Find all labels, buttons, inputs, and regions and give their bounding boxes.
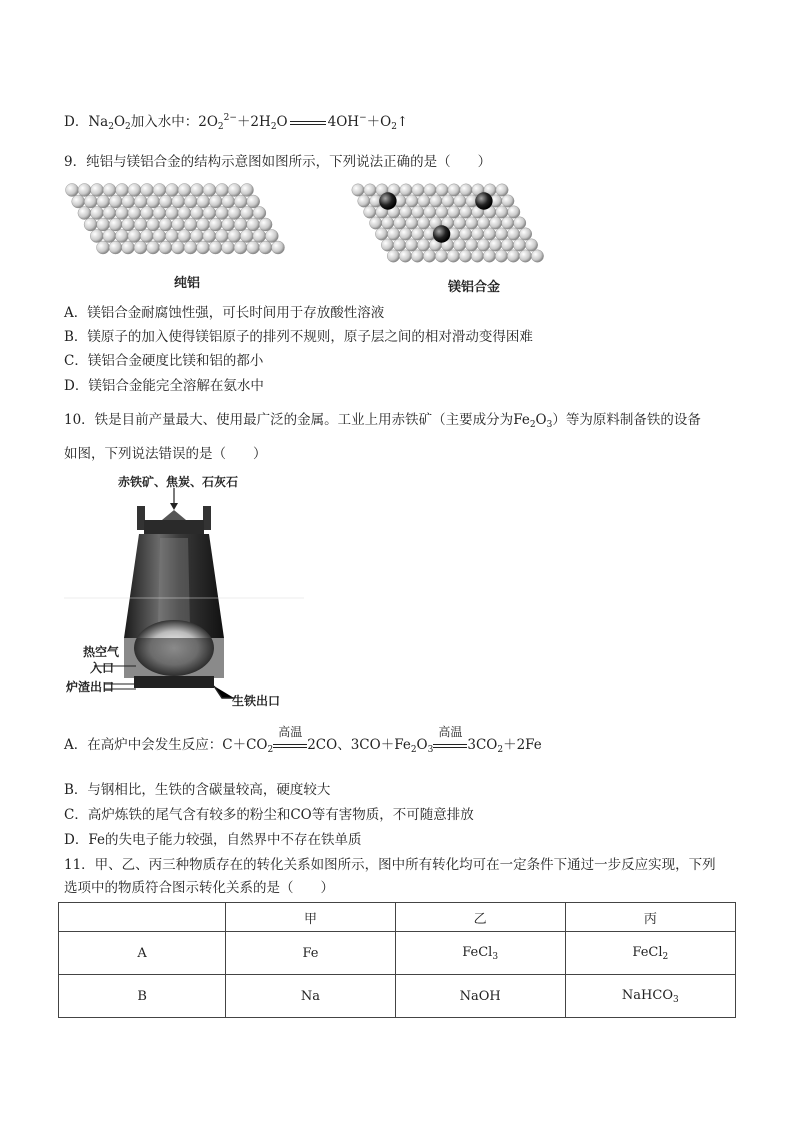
hot-air-label: 热空气 (83, 645, 120, 659)
aluminum-atom (400, 184, 412, 196)
aluminum-atom (525, 239, 537, 251)
aluminum-atom (190, 230, 203, 243)
aluminum-atom (240, 230, 253, 243)
aluminum-atom (381, 239, 393, 251)
aluminum-atom (411, 228, 423, 240)
row-label: B (59, 975, 226, 1018)
aluminum-atom (471, 250, 483, 262)
aluminum-atom (460, 184, 472, 196)
aluminum-atom (489, 239, 501, 251)
aluminum-atom (406, 217, 418, 229)
mg-al-alloy-caption: 镁铝合金 (448, 280, 501, 295)
aluminum-atom (191, 184, 204, 197)
aluminum-atom (197, 218, 210, 231)
aluminum-atom (222, 195, 235, 208)
aluminum-atom (103, 230, 116, 243)
aluminum-atom (411, 250, 423, 262)
aluminum-atom (134, 241, 147, 254)
aluminum-atom (115, 207, 128, 220)
aluminum-atom (247, 195, 260, 208)
aluminum-atom (153, 230, 166, 243)
magnesium-atom (475, 192, 492, 209)
aluminum-atom (90, 207, 103, 220)
aluminum-atom (501, 239, 513, 251)
aluminum-atom (424, 206, 436, 218)
aluminum-atom (122, 195, 135, 208)
table-row (59, 975, 736, 1018)
header-cell (59, 903, 226, 932)
aluminum-atom (165, 207, 178, 220)
q11-stem-line1: 11．甲、乙、丙三种物质存在的转化关系如图所示，图中所有转化均可在一定条件下通过一步反应实现，下列 (64, 857, 716, 873)
aluminum-atom (423, 250, 435, 262)
aluminum-atom (399, 250, 411, 262)
aluminum-atom (109, 218, 122, 231)
aluminum-atom (496, 184, 508, 196)
table-cell: NaHCO$_3$ (565, 975, 735, 1018)
aluminum-atom (97, 241, 110, 254)
table-cell: Na (226, 975, 395, 1018)
aluminum-atom (184, 241, 197, 254)
aluminum-atom (140, 230, 153, 243)
pure-aluminum-diagram (64, 182, 304, 264)
aluminum-atom (172, 195, 185, 208)
aluminum-atom (483, 250, 495, 262)
aluminum-atom (72, 195, 85, 208)
aluminum-atom (247, 218, 260, 231)
aluminum-atom (531, 250, 543, 262)
aluminum-atom (448, 184, 460, 196)
aluminum-atom (109, 195, 122, 208)
aluminum-atom (134, 195, 147, 208)
aluminum-atom (436, 184, 448, 196)
aluminum-atom (424, 184, 436, 196)
aluminum-atom (382, 217, 394, 229)
aluminum-atom (172, 241, 185, 254)
aluminum-atom (496, 206, 508, 218)
table-cell: FeCl$_3$ (395, 932, 565, 975)
aluminum-atom (513, 239, 525, 251)
aluminum-atom (190, 207, 203, 220)
aluminum-atom (478, 217, 490, 229)
aluminum-atom (78, 207, 91, 220)
aluminum-atom (228, 207, 241, 220)
header-cell: 丙 (565, 903, 735, 932)
aluminum-atom (215, 207, 228, 220)
aluminum-atom (394, 217, 406, 229)
aluminum-atom (234, 241, 247, 254)
aluminum-atom (153, 207, 166, 220)
aluminum-atom (128, 184, 141, 197)
aluminum-atom (412, 206, 424, 218)
aluminum-atom (209, 218, 222, 231)
aluminum-atom (147, 195, 160, 208)
q10-option-b: B．与钢相比，生铁的含碳量较高，硬度较大 (64, 782, 331, 798)
q9-stem: 9．纯铝与镁铝合金的结构示意图如图所示，下列说法正确的是（ ） (64, 154, 492, 170)
aluminum-atom (272, 241, 285, 254)
aluminum-atom (502, 217, 514, 229)
aluminum-atom (178, 230, 191, 243)
aluminum-atom (203, 184, 216, 197)
aluminum-atom (209, 195, 222, 208)
magnesium-atom (379, 192, 396, 209)
aluminum-atom (387, 250, 399, 262)
aluminum-atom (141, 184, 154, 197)
aluminum-atom (134, 218, 147, 231)
aluminum-atom (159, 218, 172, 231)
q10-option-c: C．高炉炼铁的尾气含有较多的粉尘和CO等有害物质，不可随意排放 (64, 807, 474, 823)
q10-option-a: A．在高炉中会发生反应：$C+CO_2$ 高温 2CO、$3CO+Fe_2O_3$ 高温 $3CO_2+2Fe$ (64, 725, 542, 755)
aluminum-atom (253, 207, 266, 220)
q9-option-d: D．镁铝合金能完全溶解在氨水中 (64, 378, 264, 394)
mg-al-alloy-diagram (350, 182, 565, 267)
aluminum-atom (90, 230, 103, 243)
aluminum-atom (265, 230, 278, 243)
aluminum-atom (502, 195, 514, 207)
aluminum-atom (166, 184, 179, 197)
aluminum-atom (228, 184, 241, 197)
aluminum-atom (442, 195, 454, 207)
aluminum-atom (430, 195, 442, 207)
aluminum-atom (78, 184, 91, 197)
header-cell: 乙 (395, 903, 565, 932)
aluminum-atom (448, 206, 460, 218)
aluminum-atom (66, 184, 79, 197)
aluminum-atom (454, 217, 466, 229)
q9-option-c: C．镁铝合金硬度比镁和铝的都小 (64, 353, 264, 369)
aluminum-atom (215, 230, 228, 243)
pig-iron-outlet-label: 生铁出口 (232, 694, 281, 708)
aluminum-atom (507, 228, 519, 240)
aluminum-atom (128, 230, 141, 243)
aluminum-atom (241, 184, 254, 197)
aluminum-atom (153, 184, 166, 197)
table-cell: Fe (226, 932, 395, 975)
aluminum-atom (84, 195, 97, 208)
aluminum-atom (495, 250, 507, 262)
q9-option-a: A．镁铝合金耐腐蚀性强，可长时间用于存放酸性溶液 (64, 305, 385, 321)
aluminum-atom (454, 195, 466, 207)
aluminum-atom (91, 184, 104, 197)
aluminum-atom (109, 241, 122, 254)
pure-aluminum-caption: 纯铝 (174, 276, 201, 291)
blast-furnace-diagram (64, 488, 304, 710)
aluminum-atom (435, 250, 447, 262)
aluminum-atom (103, 207, 116, 220)
aluminum-atom (460, 206, 472, 218)
q9-option-b: B．镁原子的加入使得镁铝原子的排列不规则，原子层之间的相对滑动变得困难 (64, 329, 533, 345)
aluminum-atom (519, 228, 531, 240)
aluminum-atom (184, 218, 197, 231)
aluminum-atom (465, 239, 477, 251)
aluminum-atom (436, 206, 448, 218)
aluminum-atom (259, 218, 272, 231)
aluminum-atom (393, 239, 405, 251)
hot-air-inlet-label: 入口 (90, 661, 115, 675)
furnace-input-label: 赤铁矿、焦炭、石灰石 (118, 475, 239, 489)
aluminum-atom (216, 184, 229, 197)
aluminum-atom (399, 228, 411, 240)
aluminum-atom (405, 239, 417, 251)
aluminum-atom (234, 195, 247, 208)
aluminum-atom (490, 217, 502, 229)
aluminum-atom (97, 195, 110, 208)
aluminum-atom (103, 184, 116, 197)
aluminum-atom (240, 207, 253, 220)
aluminum-atom (259, 241, 272, 254)
q11-stem-line2: 选项中的物质符合图示转化关系的是（ ） (64, 880, 334, 896)
aluminum-atom (172, 218, 185, 231)
aluminum-atom (84, 218, 97, 231)
header-cell: 甲 (226, 903, 395, 932)
aluminum-atom (495, 228, 507, 240)
aluminum-atom (178, 207, 191, 220)
aluminum-atom (253, 230, 266, 243)
aluminum-atom (197, 195, 210, 208)
aluminum-atom (203, 230, 216, 243)
aluminum-atom (514, 217, 526, 229)
aluminum-atom (115, 230, 128, 243)
aluminum-atom (417, 239, 429, 251)
aluminum-atom (165, 230, 178, 243)
q8-option-d: D．$Na_2O_2$加入水中：$2O_2^{2-}+2H_2O$ $4OH^-+O_2↑$ (64, 113, 409, 132)
table-cell: FeCl$_2$ (565, 932, 735, 975)
aluminum-atom (400, 206, 412, 218)
aluminum-atom (247, 241, 260, 254)
aluminum-atom (234, 218, 247, 231)
aluminum-atom (418, 217, 430, 229)
aluminum-atom (128, 207, 141, 220)
aluminum-atom (122, 241, 135, 254)
q11-table (58, 902, 736, 1018)
aluminum-atom (147, 241, 160, 254)
aluminum-atom (418, 195, 430, 207)
aluminum-atom (483, 228, 495, 240)
aluminum-atom (477, 239, 489, 251)
aluminum-atom (459, 228, 471, 240)
aluminum-atom (370, 217, 382, 229)
q10-option-d: D．Fe的失电子能力较强，自然界中不存在铁单质 (64, 832, 362, 848)
aluminum-atom (209, 241, 222, 254)
aluminum-atom (453, 239, 465, 251)
aluminum-atom (159, 195, 172, 208)
table-row (59, 932, 736, 975)
aluminum-atom (375, 228, 387, 240)
q10-stem-line1: 10．铁是目前产量最大、使用最广泛的金属。工业上用赤铁矿（主要成分为$Fe_2O_3$）等为原料制备铁的设备 (64, 412, 701, 430)
row-label: A (59, 932, 226, 975)
slag-outlet-label: 炉渣出口 (66, 680, 115, 694)
aluminum-atom (203, 207, 216, 220)
aluminum-atom (184, 195, 197, 208)
aluminum-atom (459, 250, 471, 262)
aluminum-atom (406, 195, 418, 207)
aluminum-atom (519, 250, 531, 262)
aluminum-atom (97, 218, 110, 231)
aluminum-atom (507, 250, 519, 262)
aluminum-atom (116, 184, 129, 197)
aluminum-atom (364, 206, 376, 218)
aluminum-atom (122, 218, 135, 231)
aluminum-atom (197, 241, 210, 254)
aluminum-atom (222, 218, 235, 231)
aluminum-atom (147, 218, 160, 231)
magnesium-atom (433, 225, 450, 242)
aluminum-atom (364, 184, 376, 196)
aluminum-atom (466, 217, 478, 229)
aluminum-atom (387, 228, 399, 240)
aluminum-atom (412, 184, 424, 196)
aluminum-atom (140, 207, 153, 220)
table-cell: NaOH (395, 975, 565, 1018)
aluminum-atom (178, 184, 191, 197)
aluminum-atom (228, 230, 241, 243)
aluminum-atom (508, 206, 520, 218)
aluminum-atom (159, 241, 172, 254)
aluminum-atom (352, 184, 364, 196)
q10-stem-line2: 如图，下列说法错误的是（ ） (64, 446, 267, 462)
aluminum-atom (447, 250, 459, 262)
aluminum-atom (358, 195, 370, 207)
aluminum-atom (222, 241, 235, 254)
aluminum-atom (471, 228, 483, 240)
table-header-row (59, 903, 736, 932)
